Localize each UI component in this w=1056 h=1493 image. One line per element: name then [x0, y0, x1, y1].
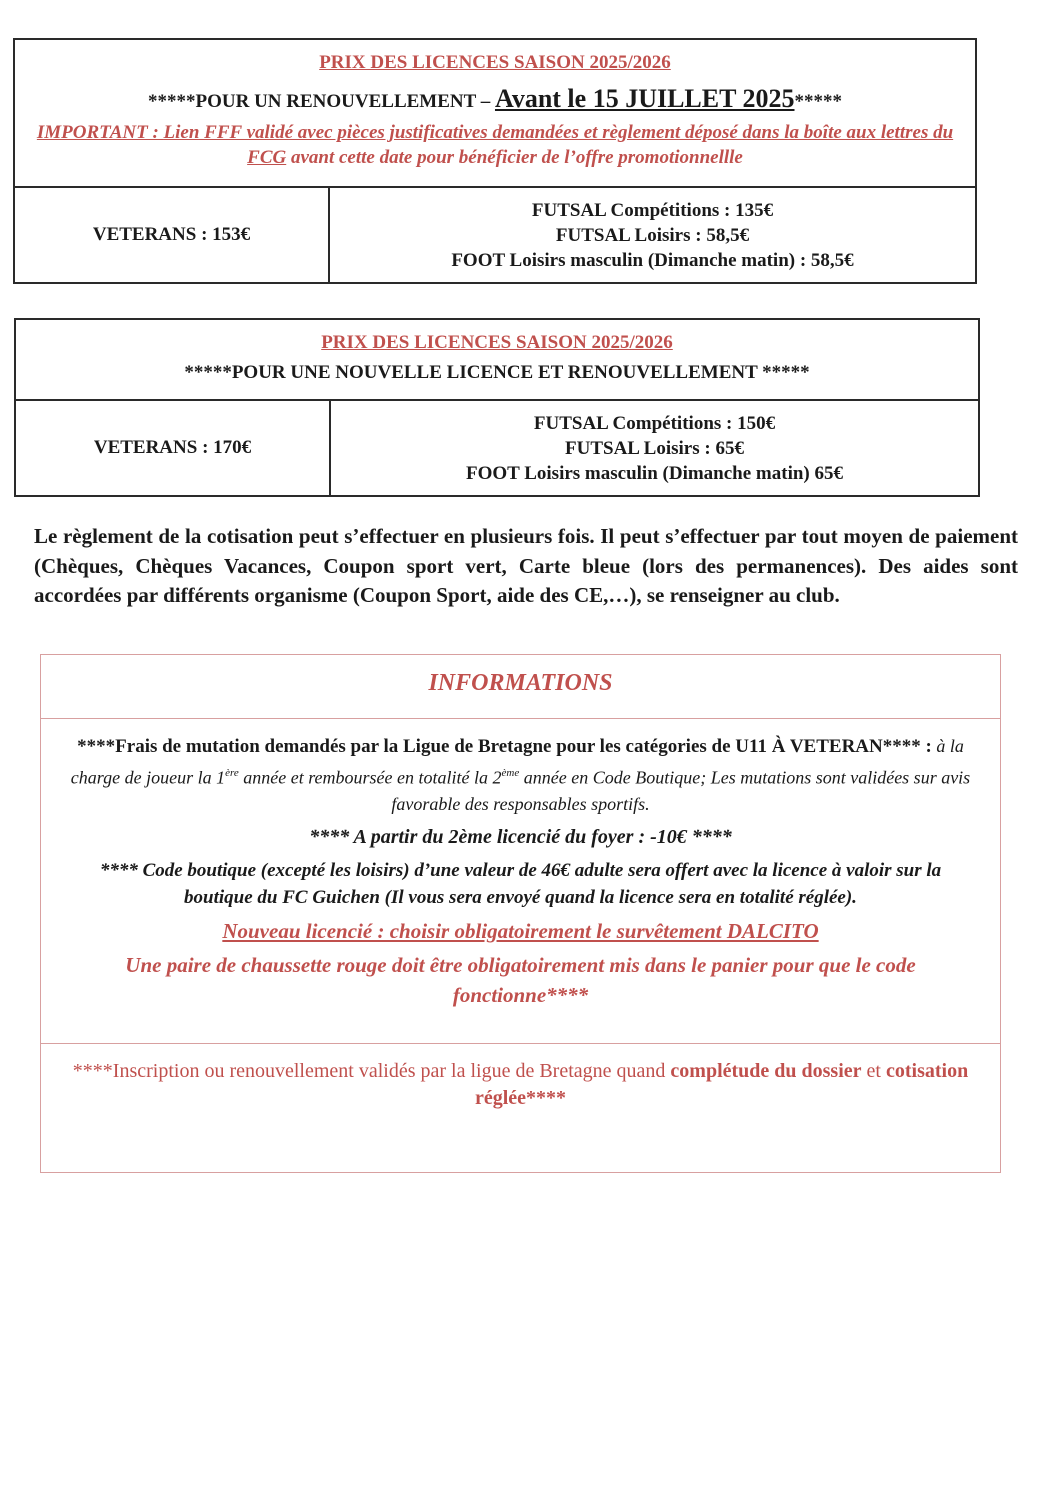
mutation-sup-b: ème	[501, 767, 520, 779]
renewal-important-note	[15, 120, 975, 170]
renewal-subtitle	[15, 84, 975, 114]
renewal-veterans-price: VETERANS : 153€	[15, 188, 330, 282]
renewal-header	[15, 40, 975, 188]
new-licence-other-prices	[331, 401, 978, 495]
informations-title: INFORMATIONS	[41, 655, 1000, 719]
footer-text-c: et	[861, 1060, 886, 1082]
new-licence-price-table	[14, 318, 980, 497]
footer-text-b: complétude du dossier	[670, 1060, 862, 1082]
renewal-price-row	[15, 188, 975, 282]
new-licence-futsal-loisirs: FUTSAL Loisirs : 65€	[565, 437, 744, 459]
new-licence-price-row	[16, 401, 978, 495]
informations-body	[41, 719, 1000, 1044]
renewal-futsal-competitions: FUTSAL Compétitions : 135€	[531, 199, 774, 221]
household-discount: **** A partir du 2ème licencié du foyer : -10€ ****	[309, 826, 732, 849]
important-text-2: avant cette date pour bénéficier de l’offre promotionnellle	[286, 147, 743, 168]
renewal-title: PRIX DES LICENCES SAISON 2025/2026	[319, 52, 671, 73]
renewal-deadline: Avant le 15 JUILLET 2025	[494, 84, 795, 113]
new-licence-futsal-competitions: FUTSAL Compétitions : 150€	[533, 412, 776, 434]
mutation-bold: ****Frais de mutation demandés par la Ligue de Bretagne pour les catégories de U11 À VETERAN**** :	[77, 736, 932, 757]
renewal-futsal-loisirs: FUTSAL Loisirs : 58,5€	[555, 224, 750, 246]
payment-paragraph: Le règlement de la cotisation peut s’effectuer en plusieurs fois. Il peut s’effectuer par tout moyen de paiement (Chèques, Chèques Vacances, Coupon sport vert, Carte bleue (lors des permanences). Des aides sont accordées par différents organisme (Coupon Sport, aide des CE,…), se renseigner au club.	[34, 524, 1018, 607]
renewal-sub-suffix: *****	[794, 91, 842, 112]
new-licence-foot-loisirs: FOOT Loisirs masculin (Dimanche matin) 65€	[465, 462, 844, 484]
new-licence-header	[16, 320, 978, 401]
renewal-sub-prefix: *****POUR UN RENOUVELLEMENT –	[148, 91, 495, 112]
renewal-price-table	[13, 38, 977, 284]
renewal-other-prices	[330, 188, 975, 282]
footer-text-a: ****Inscription ou renouvellement validés par la ligue de Bretagne quand	[72, 1060, 671, 1082]
new-licence-subtitle: *****POUR UNE NOUVELLE LICENCE ET RENOUVELLEMENT *****	[184, 362, 810, 383]
red-socks-note: Une paire de chaussette rouge doit être obligatoirement mis dans le panier pour que le code fonctionne****	[125, 953, 916, 1008]
mutation-sup-a: ère	[225, 767, 239, 779]
mutation-italic-c: année en Code Boutique; Les mutations sont validées sur avis favorable des responsables sportifs.	[391, 767, 971, 815]
mutation-italic-a: à la charge de joueur la 1	[70, 736, 964, 788]
important-text-1: Lien FFF validé avec pièces justificatives demandées et règlement déposé dans la boîte aux lettres du FCG	[163, 122, 954, 168]
new-licence-veterans-price: VETERANS : 170€	[16, 401, 331, 495]
new-licence-title: PRIX DES LICENCES SAISON 2025/2026	[321, 332, 673, 353]
important-label: IMPORTANT :	[36, 122, 164, 143]
mutation-fees-note	[65, 733, 976, 818]
footer-text-d: cotisation réglée****	[474, 1060, 969, 1109]
informations-box	[40, 654, 1001, 1173]
new-member-tracksuit: Nouveau licencié : choisir obligatoirement le survêtement DALCITO	[222, 919, 819, 944]
mutation-italic-b: année et remboursée en totalité la 2	[238, 767, 502, 788]
renewal-foot-loisirs: FOOT Loisirs masculin (Dimanche matin) : 58,5€	[451, 249, 854, 271]
code-boutique-note: **** Code boutique (excepté les loisirs) d’une valeur de 46€ adulte sera offert avec la licence à valoir sur la boutique du FC Guichen (Il vous sera envoyé quand la licence sera en totalité réglée).	[99, 860, 942, 909]
informations-footer	[41, 1044, 1000, 1112]
